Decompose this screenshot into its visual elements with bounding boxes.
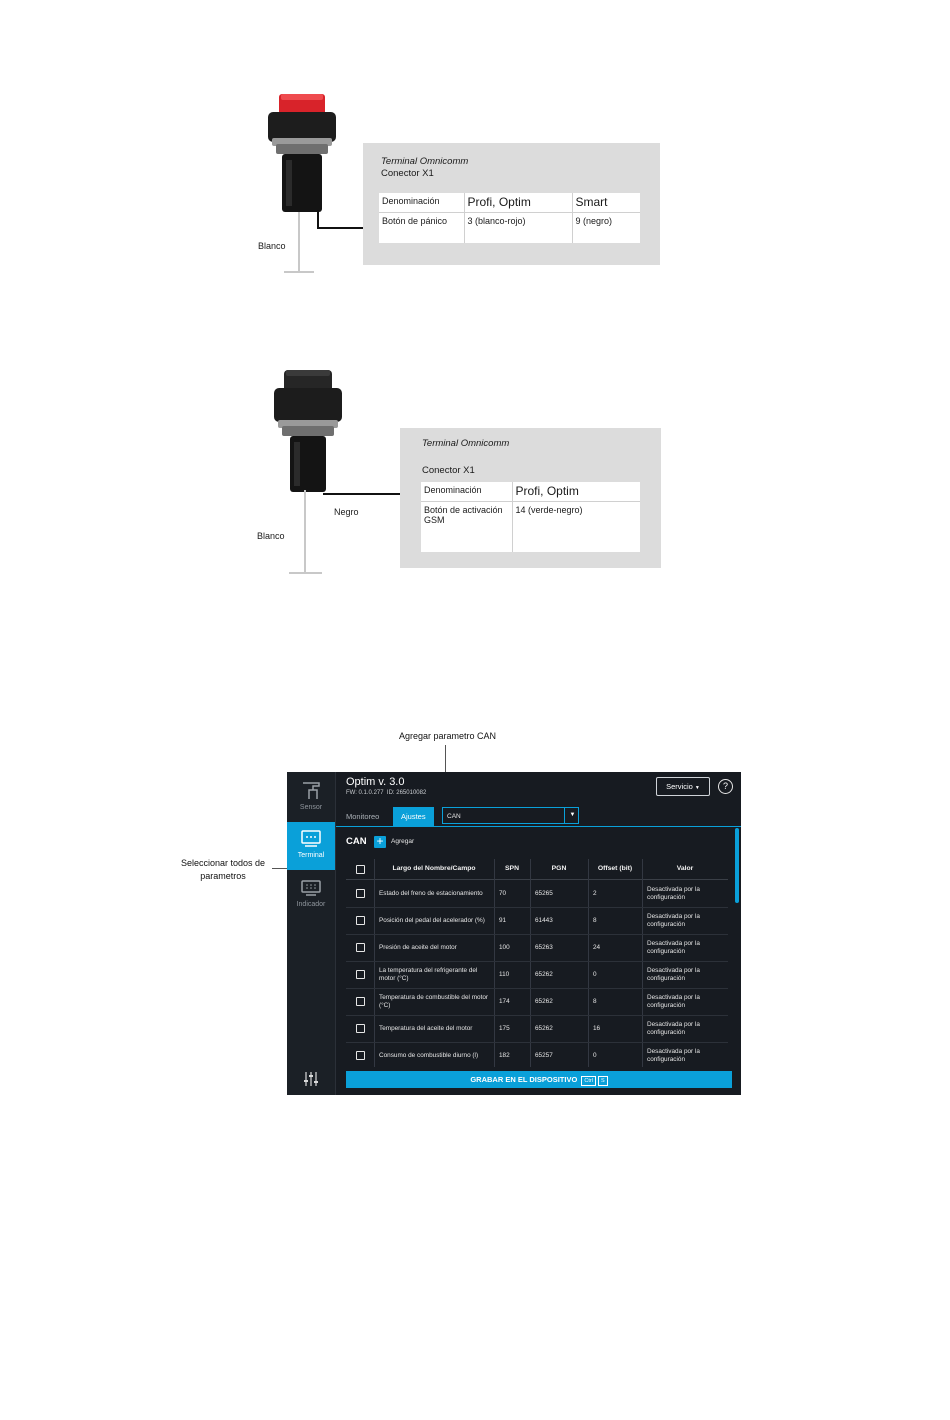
- row-checkbox[interactable]: [356, 943, 365, 952]
- sidebar: [287, 772, 336, 1095]
- sidebar-item-sensor[interactable]: [287, 774, 335, 822]
- chevron-down-icon: ▼: [694, 785, 700, 791]
- sliders-icon[interactable]: [303, 1071, 319, 1087]
- param-pgn: 65257: [535, 1051, 553, 1059]
- param-name: Estado del freno de estacionamiento: [379, 889, 483, 897]
- param-offset: 24: [593, 943, 601, 951]
- terminal-icon: [300, 828, 322, 850]
- col-denominacion: Denominación: [379, 193, 464, 213]
- param-pgn: 65263: [535, 943, 553, 951]
- white-wire-label: Blanco: [258, 241, 286, 251]
- row-checkbox[interactable]: [356, 1051, 365, 1060]
- col-offset: Offset (bit): [597, 865, 633, 872]
- white-wire-label: Blanco: [257, 531, 285, 541]
- gsm-button-diagram: [0, 360, 950, 590]
- sensor-icon: [300, 780, 322, 802]
- param-spn: 100: [499, 943, 510, 951]
- terminal-info-box: [400, 428, 661, 568]
- sidebar-item-label: Terminal: [297, 852, 325, 859]
- can-dropdown[interactable]: CAN: [442, 807, 579, 824]
- col-profi-optim: Profi, Optim: [464, 193, 572, 213]
- pinout-table: [421, 482, 640, 552]
- cell-name: Botón de pánico: [379, 213, 464, 243]
- row-checkbox[interactable]: [356, 916, 365, 925]
- param-name: Posición del pedal del acelerador (%): [379, 916, 485, 924]
- main-pane: [336, 772, 741, 1095]
- table-row[interactable]: [346, 1015, 728, 1043]
- terminal-name: Terminal Omnicomm: [422, 438, 510, 449]
- terminal-info-box: [363, 143, 660, 265]
- param-value: Desactivada por la configuración: [647, 966, 700, 982]
- param-value: Desactivada por la configuración: [647, 912, 700, 928]
- row-checkbox[interactable]: [356, 997, 365, 1006]
- col-pgn: PGN: [551, 865, 567, 872]
- sidebar-item-terminal[interactable]: [287, 822, 335, 870]
- param-pgn: 65262: [535, 1024, 553, 1032]
- firmware-info: [346, 790, 426, 796]
- cell-profi-pin: 14 (verde-negro): [515, 505, 583, 515]
- row-checkbox[interactable]: [356, 970, 365, 979]
- param-name: Temperatura de combustible del motor (°C): [379, 993, 489, 1009]
- add-label[interactable]: Agregar: [391, 838, 415, 845]
- sidebar-item-label: Indicador: [296, 901, 326, 908]
- terminal-name: Terminal Omnicomm: [381, 156, 469, 167]
- sidebar-item-label: Sensor: [299, 804, 323, 811]
- save-button-label: GRABAR EN EL DISPOSITIVO: [470, 1075, 578, 1084]
- param-value: Desactivada por la configuración: [647, 1047, 700, 1063]
- param-value: Desactivada por la configuración: [647, 885, 700, 901]
- col-name: Largo del Nombre/Campo: [392, 865, 476, 872]
- tab-ajustes[interactable]: Ajustes: [393, 807, 434, 826]
- service-button-label: Servicio: [666, 782, 693, 791]
- panic-button-diagram: [0, 0, 950, 300]
- black-wire-label: Negro: [334, 507, 359, 517]
- col-denominacion: Denominación: [421, 482, 512, 502]
- param-offset: 8: [593, 916, 597, 924]
- cell-profi-pin: 3 (blanco-rojo): [464, 213, 572, 243]
- table-row[interactable]: [346, 1042, 728, 1067]
- param-offset: 16: [593, 1024, 601, 1032]
- param-spn: 110: [499, 970, 510, 978]
- param-name: Consumo de combustible diurno (l): [379, 1051, 479, 1059]
- param-pgn: 61443: [535, 916, 553, 924]
- param-offset: 8: [593, 997, 597, 1005]
- ground-line: [289, 572, 322, 574]
- param-value: Desactivada por la configuración: [647, 1020, 700, 1036]
- push-button-red-image: [262, 88, 342, 218]
- pinout-table: [379, 193, 640, 243]
- param-offset: 2: [593, 889, 597, 897]
- param-name: Presión de aceite del motor: [379, 943, 457, 951]
- param-spn: 182: [499, 1051, 510, 1059]
- param-spn: 70: [499, 889, 507, 897]
- table-row[interactable]: [346, 934, 728, 962]
- tabs-underline: [336, 826, 741, 827]
- select-all-checkbox[interactable]: [356, 865, 365, 874]
- col-profi-optim: Profi, Optim: [512, 482, 640, 502]
- section-title: CAN: [346, 836, 367, 847]
- param-offset: 0: [593, 970, 597, 978]
- col-smart: Smart: [572, 193, 640, 213]
- cell-name: Botón de activación GSM: [421, 502, 512, 552]
- param-name: Temperatura del aceite del motor: [379, 1024, 473, 1032]
- col-spn: SPN: [505, 865, 519, 872]
- table-row[interactable]: [346, 988, 728, 1016]
- sidebar-item-indicator[interactable]: [287, 871, 335, 919]
- param-pgn: 65262: [535, 970, 553, 978]
- push-button-black-image: [268, 366, 348, 496]
- param-name: La temperatura del refrigerante del motor (°C): [379, 966, 478, 982]
- service-button[interactable]: [656, 777, 710, 796]
- save-to-device-button[interactable]: [346, 1071, 732, 1088]
- shortcut-key-s: S: [598, 1076, 608, 1086]
- param-spn: 175: [499, 1024, 510, 1032]
- row-checkbox[interactable]: [356, 889, 365, 898]
- col-valor: Valor: [676, 865, 694, 872]
- row-checkbox[interactable]: [356, 1024, 365, 1033]
- tab-monitoreo[interactable]: Monitoreo: [346, 812, 380, 821]
- param-value: Desactivada por la configuración: [647, 993, 700, 1009]
- connector-name: Conector X1: [422, 465, 475, 476]
- table-header: [346, 859, 728, 880]
- connector-name: Conector X1: [381, 168, 434, 179]
- white-wire: [298, 212, 300, 272]
- table-row[interactable]: [346, 907, 728, 935]
- param-offset: 0: [593, 1051, 597, 1059]
- ground-line: [284, 271, 314, 273]
- table-row[interactable]: [346, 961, 728, 989]
- select-all-callout: Seleccionar todos de parametros: [180, 858, 266, 881]
- optim-app-window: [287, 772, 741, 1095]
- shortcut-key-ctrl: Ctrl: [581, 1076, 596, 1086]
- indicator-icon: [300, 877, 322, 899]
- param-spn: 174: [499, 997, 510, 1005]
- table-row[interactable]: [346, 880, 728, 908]
- firmware-version: FW: 0.1.0.277: [346, 790, 384, 796]
- device-id: ID: 265010082: [386, 790, 427, 796]
- dropdown-arrow-icon[interactable]: ▼: [564, 807, 580, 824]
- param-pgn: 65265: [535, 889, 553, 897]
- add-param-callout: Agregar parametro CAN: [398, 731, 497, 741]
- white-wire: [304, 490, 306, 574]
- param-pgn: 65262: [535, 997, 553, 1005]
- table-body: [336, 880, 741, 1067]
- help-icon[interactable]: ?: [718, 779, 733, 794]
- param-value: Desactivada por la configuración: [647, 939, 700, 955]
- add-can-param-button[interactable]: +: [374, 836, 386, 848]
- param-spn: 91: [499, 916, 507, 924]
- signal-wire-h1: [323, 493, 412, 495]
- app-title: Optim v. 3.0: [346, 776, 405, 788]
- cell-smart-pin: 9 (negro): [575, 216, 613, 226]
